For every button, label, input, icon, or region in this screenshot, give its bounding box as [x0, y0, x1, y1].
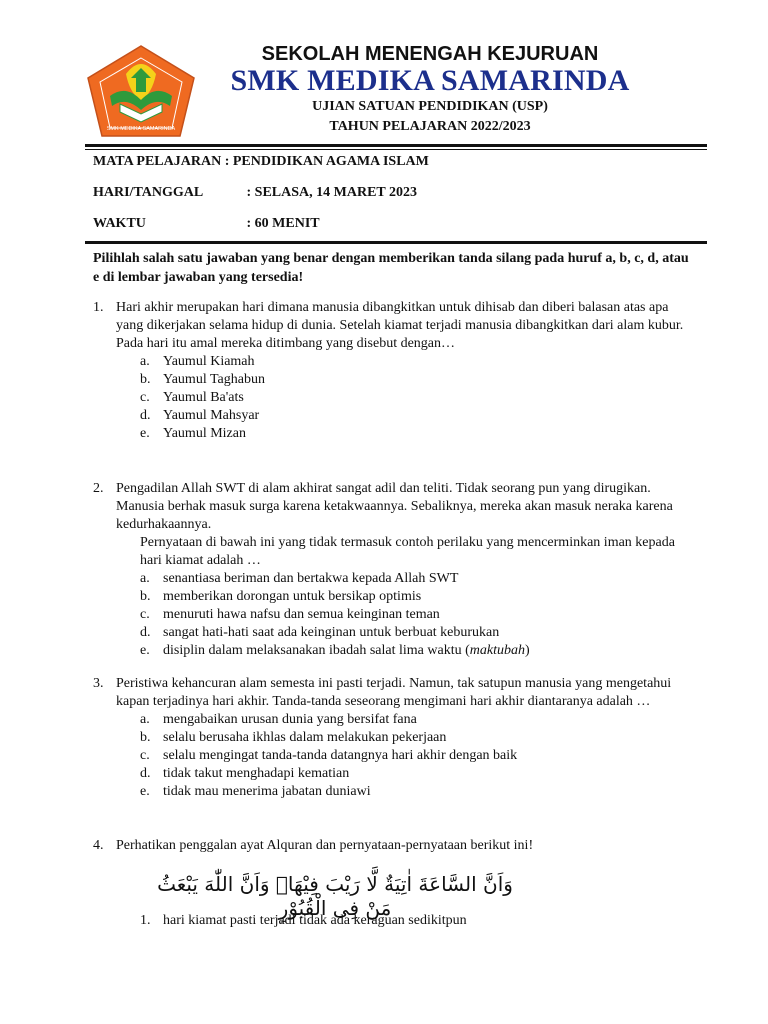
- question-text: Pengadilan Allah SWT di alam akhirat sangat adil dan teliti. Tidak seorang pun yang dirugikan. Manusia berhak masuk surga karena ketakwaannya. Sebaliknya, mereka akan masuk neraka karena kedurhakaannya.: [116, 481, 673, 532]
- option-b: [140, 729, 693, 747]
- option-text: tidak takut menghadapi kematian: [163, 766, 350, 781]
- subject-label: MATA PELAJARAN: [93, 154, 222, 169]
- statement-number: 1.: [140, 913, 151, 928]
- option-letter: d.: [140, 625, 151, 640]
- question-text: Hari akhir merupakan hari dimana manusia dibangkitkan untuk dihisab dan diberi balasan atas apa yang dikerjakan selama hidup di dunia. Setelah kiamat terjadi manusia dibangkitkan dari alam kubur. Pada hari itu amal mereka ditimbang yang disebut dengan…: [116, 300, 684, 351]
- option-text: memberikan dorongan untuk bersikap optimis: [163, 589, 422, 604]
- option-text: sangat hati-hati saat ada keinginan untuk berbuat keburukan: [163, 625, 500, 640]
- option-letter: e.: [140, 643, 150, 658]
- academic-year: TAHUN PELAJARAN 2022/2023: [329, 119, 531, 134]
- option-d: [140, 765, 693, 783]
- question-number: 4.: [93, 838, 104, 853]
- option-b: [140, 371, 693, 389]
- question-4: [93, 837, 693, 855]
- option-d: [140, 624, 693, 642]
- question-2: [93, 480, 693, 660]
- option-letter: d.: [140, 766, 151, 781]
- option-letter: e.: [140, 784, 150, 799]
- question-note: Pernyataan di bawah ini yang tidak termasuk contoh perilaku yang mencerminkan iman kepada hari kiamat adalah …: [140, 535, 675, 568]
- option-c: [140, 747, 693, 765]
- school-type: SEKOLAH MENENGAH KEJURUAN: [261, 43, 599, 65]
- option-text: mengabaikan urusan dunia yang bersifat fana: [163, 712, 417, 727]
- question-text: Perhatikan penggalan ayat Alquran dan pernyataan-pernyataan berikut ini!: [116, 838, 534, 853]
- question-text: Peristiwa kehancuran alam semesta ini pasti terjadi. Namun, tak satupun manusia yang mengetahui kapan terjadinya hari akhir. Tanda-tanda seseorang mengimani hari akhir diantaranya adalah …: [116, 676, 672, 709]
- option-text: menuruti hawa nafsu dan semua keinginan teman: [163, 607, 440, 622]
- school-logo: [86, 44, 196, 138]
- option-e: [140, 425, 693, 443]
- date-value: : SELASA, 14 MARET 2023: [246, 185, 417, 200]
- question-1: [93, 299, 693, 443]
- option-letter: c.: [140, 390, 150, 405]
- option-text: tidak mau menerima jabatan duniawi: [163, 784, 371, 799]
- meta-date: [93, 185, 417, 201]
- question-3: [93, 675, 693, 801]
- option-letter: c.: [140, 748, 150, 763]
- option-text: Yaumul Ba'ats: [163, 390, 244, 405]
- option-text: Yaumul Kiamah: [163, 354, 255, 369]
- option-c: [140, 606, 693, 624]
- option-letter: b.: [140, 730, 151, 745]
- option-letter: b.: [140, 589, 151, 604]
- meta-subject: [93, 154, 429, 170]
- option-text: selalu berusaha ikhlas dalam melakukan pekerjaan: [163, 730, 447, 745]
- question-number: 1.: [93, 300, 104, 315]
- time-value: : 60 MENIT: [246, 216, 320, 231]
- instructions: Pilihlah salah satu jawaban yang benar dengan memberikan tanda silang pada huruf a, b, c, d, atau e di lembar jawaban yang tersedia!: [93, 251, 689, 285]
- quran-verse: وَاَنَّ السَّاعَةَ اٰتِيَةٌ لَّا رَيْبَ فِيْهَاۙ وَاَنَّ اللّٰهَ يَبْعَثُ مَنْ فِى الْقُبُوْرِ: [157, 872, 513, 920]
- option-text: senantiasa beriman dan bertakwa kepada Allah SWT: [163, 571, 459, 586]
- meta-divider: [85, 241, 707, 244]
- question-number: 3.: [93, 676, 104, 691]
- question-number: 2.: [93, 481, 104, 496]
- option-letter: a.: [140, 712, 150, 727]
- option-text: disiplin dalam melaksanakan ibadah salat lima waktu (: [163, 643, 470, 658]
- option-letter: a.: [140, 354, 150, 369]
- option-d: [140, 407, 693, 425]
- header-divider: [85, 144, 707, 147]
- school-name: SMK MEDIKA SAMARINDA: [230, 64, 630, 97]
- options-list: [140, 353, 693, 443]
- option-a: [140, 353, 693, 371]
- option-text: Yaumul Mahsyar: [163, 408, 260, 423]
- options-list: [140, 570, 693, 660]
- statement-1: [140, 913, 467, 929]
- date-label: HARI/TANGGAL: [93, 185, 204, 200]
- options-list: [140, 711, 693, 801]
- option-letter: e.: [140, 426, 150, 441]
- option-letter: b.: [140, 372, 151, 387]
- option-text: Yaumul Taghabun: [163, 372, 265, 387]
- option-c: [140, 389, 693, 407]
- option-a: [140, 711, 693, 729]
- option-e: [140, 642, 693, 660]
- option-text: selalu mengingat tanda-tanda datangnya hari akhir dengan baik: [163, 748, 518, 763]
- subject-value: : PENDIDIKAN AGAMA ISLAM: [224, 154, 429, 169]
- meta-time: [93, 216, 320, 232]
- option-letter: c.: [140, 607, 150, 622]
- option-a: [140, 570, 693, 588]
- header-divider-thin: [85, 149, 707, 150]
- option-letter: a.: [140, 571, 150, 586]
- option-text-after: ): [524, 643, 530, 658]
- option-b: [140, 588, 693, 606]
- time-label: WAKTU: [93, 216, 146, 231]
- option-letter: d.: [140, 408, 151, 423]
- exam-title: UJIAN SATUAN PENDIDIKAN (USP): [312, 99, 548, 114]
- statement-text: hari kiamat pasti terjadi tidak ada keraguan sedikitpun: [163, 913, 467, 928]
- option-text: Yaumul Mizan: [163, 426, 246, 441]
- logo-lettering: SMK MEDIKA SAMARINDA: [106, 126, 176, 132]
- option-e: [140, 783, 693, 801]
- option-italic-term: maktubah: [469, 643, 525, 658]
